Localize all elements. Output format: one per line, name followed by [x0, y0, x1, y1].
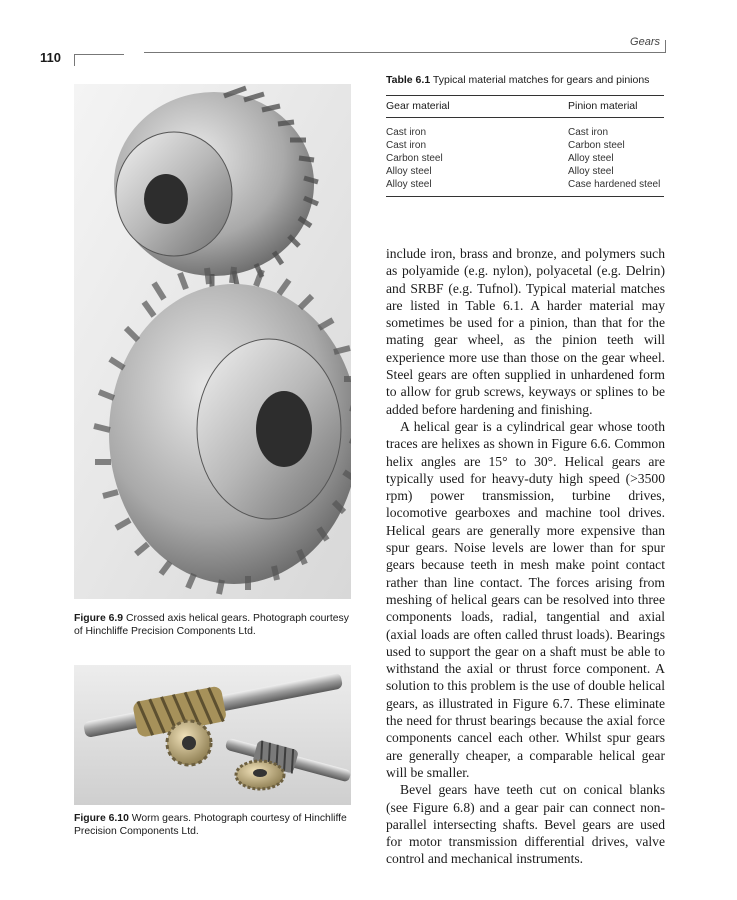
body-paragraph: A helical gear is a cylindrical gear whose tooth traces are helixes as shown in Figure 6.6. Common helix angles are 15° to 30°. Helical gears are typically used for heavy-duty high speed (>3500 rpm) power transmission, turbine drives, locomotive gearboxes and machine tool drives. Helical gears are generally more expensive than spur gears. Noise levels are lower than for spur gears because teeth in mesh make point contact rather than line contact. The forces arising from meshing of helical gears can be resolved into three components loads, radial, tangential and axial (axial loads are often called thrust loads). Bearings used to support the gear on a shaft must be able to withstand the axial or thrust force component. A solution to this problem is the use of double helical gears, as illustrated in Figure 6.7. These eliminate the need for thrust bearings because the axial force components cancel each other. Whilst spur gears are generally cheaper, a comparable helical gear will be smaller.: [386, 418, 665, 780]
header-rule-left-tick: [74, 54, 75, 66]
table-title: Typical material matches for gears and pinions: [432, 74, 650, 86]
figure-6-9-label: Figure 6.9: [74, 613, 124, 624]
body-paragraph: include iron, brass and bronze, and polymers such as polyamide (e.g. nylon), polyacetal (e.g. Delrin) and SRBF (e.g. Tufnol). Typical material matches are listed in Table 6.1. A harder material may sometimes be used for a pinion, than that for the mating gear wheel, as the pinion teeth will experience more use than those on the gear wheel. Steel gears are often supplied in unhardened form to allow for grub screws, keyways or splines to be added before hardening and finishing.: [386, 246, 665, 417]
materials-table: [386, 74, 664, 197]
figure-6-10-caption: [74, 812, 354, 838]
table-bottom-rule: [386, 196, 664, 197]
table-cell: Carbon steel: [386, 153, 443, 164]
header-rule-right-tick: [665, 40, 666, 53]
table-row: [386, 178, 664, 191]
table-cell: Cast iron: [386, 140, 427, 151]
table-cell: Cast iron: [568, 127, 609, 138]
running-head: Gears: [630, 36, 660, 48]
body-text: [386, 245, 665, 868]
table-row: [386, 139, 664, 152]
body-paragraph: Bevel gears have teeth cut on conical blanks (see Figure 6.8) and a gear pair can connect non-parallel intersecting shafts. Bevel gears are used for motor transmission differential drives, valve control and mechanical instruments.: [386, 782, 665, 867]
table-cell: Alloy steel: [386, 166, 432, 177]
header-rule-right: [144, 52, 666, 53]
figure-6-10-photo: [74, 665, 351, 805]
column-header-pinion: Pinion material: [568, 100, 638, 112]
helical-gears-illustration: [74, 84, 351, 599]
figure-6-10-label: Figure 6.10: [74, 813, 129, 824]
table-row: [386, 165, 664, 178]
table-row: [386, 126, 664, 139]
figure-6-9-photo: [74, 84, 351, 599]
header-rule-left: [74, 54, 124, 55]
table-cell: Alloy steel: [568, 153, 614, 164]
figure-6-9-text: Crossed axis helical gears. Photograph courtesy of Hinchliffe Precision Components Ltd.: [74, 613, 349, 637]
table-row: [386, 152, 664, 165]
table-body: [386, 118, 664, 196]
table-cell: Case hardened steel: [568, 179, 661, 190]
table-cell: Alloy steel: [386, 179, 432, 190]
table-caption: [386, 74, 664, 86]
worm-gears-illustration: [74, 665, 351, 805]
figure-6-9-caption: [74, 612, 354, 638]
table-cell: Alloy steel: [568, 166, 614, 177]
table-cell: Cast iron: [386, 127, 427, 138]
table-cell: Carbon steel: [568, 140, 625, 151]
table-label: Table 6.1: [386, 74, 431, 86]
column-header-gear: Gear material: [386, 100, 450, 112]
figure-6-10-text: Worm gears. Photograph courtesy of Hinchliffe Precision Components Ltd.: [74, 813, 347, 837]
page-number: 110: [40, 50, 61, 65]
table-header-row: [386, 96, 664, 117]
